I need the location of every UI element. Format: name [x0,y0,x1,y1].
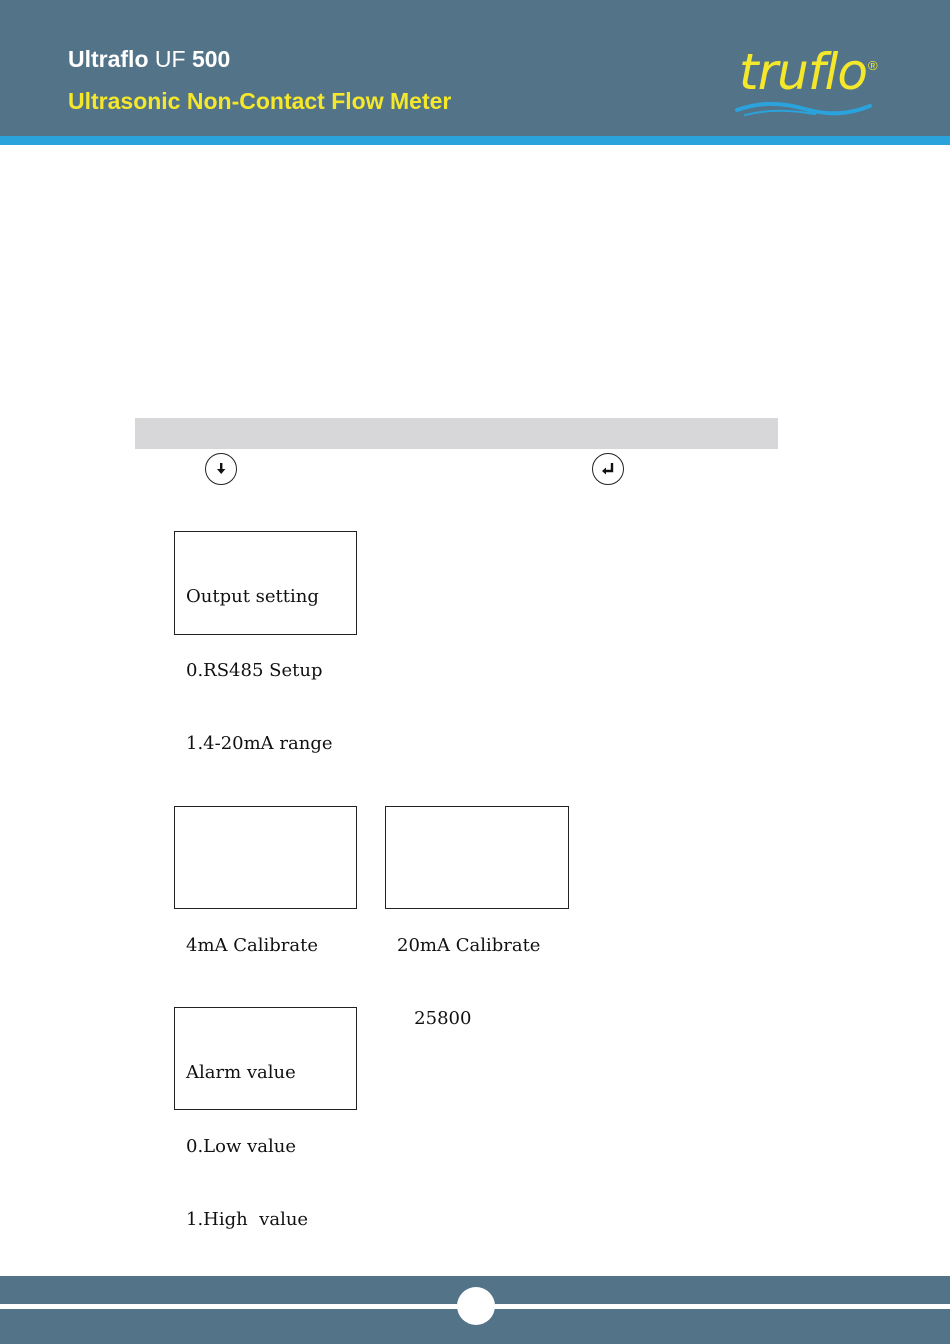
lcd-line: 1.4-20mA range [186,733,333,754]
lcd-line: Alarm value [186,1062,296,1083]
lcd-line: 20mA Calibrate [397,934,541,956]
lcd-4ma-calibrate [174,806,357,956]
page-number-badge [457,1287,495,1325]
lcd-20ma-calibrate [385,806,569,1029]
product-subtitle: Ultrasonic Non-Contact Flow Meter [68,88,452,114]
lcd-alarm-value [174,1007,357,1230]
lcd-line: 0.RS485 Setup [186,659,323,681]
enter-key-icon [592,453,624,485]
registered-mark: ® [868,58,878,73]
brand-name: Ultraflo [68,46,149,72]
lcd-line [397,860,568,885]
lcd-line: 0.Low value [186,1135,296,1157]
lcd-line: Output setting [186,586,319,607]
logo-text: truflo [739,43,867,101]
model-number: 500 [191,46,231,72]
page-header [0,0,950,136]
model-prefix: UF [154,46,186,72]
lcd-line: 1.High value [186,1209,309,1230]
down-arrow-key-icon [205,453,237,485]
wave-icon [735,98,875,120]
lcd-line: 4mA Calibrate [186,934,319,956]
lcd-output-setting [174,531,357,754]
product-title [68,46,230,73]
lcd-line: 25800 [397,1008,472,1029]
lcd-line [186,860,356,885]
header-stripe [0,136,950,145]
section-heading-bar [135,418,778,449]
truflo-logo [735,40,885,122]
